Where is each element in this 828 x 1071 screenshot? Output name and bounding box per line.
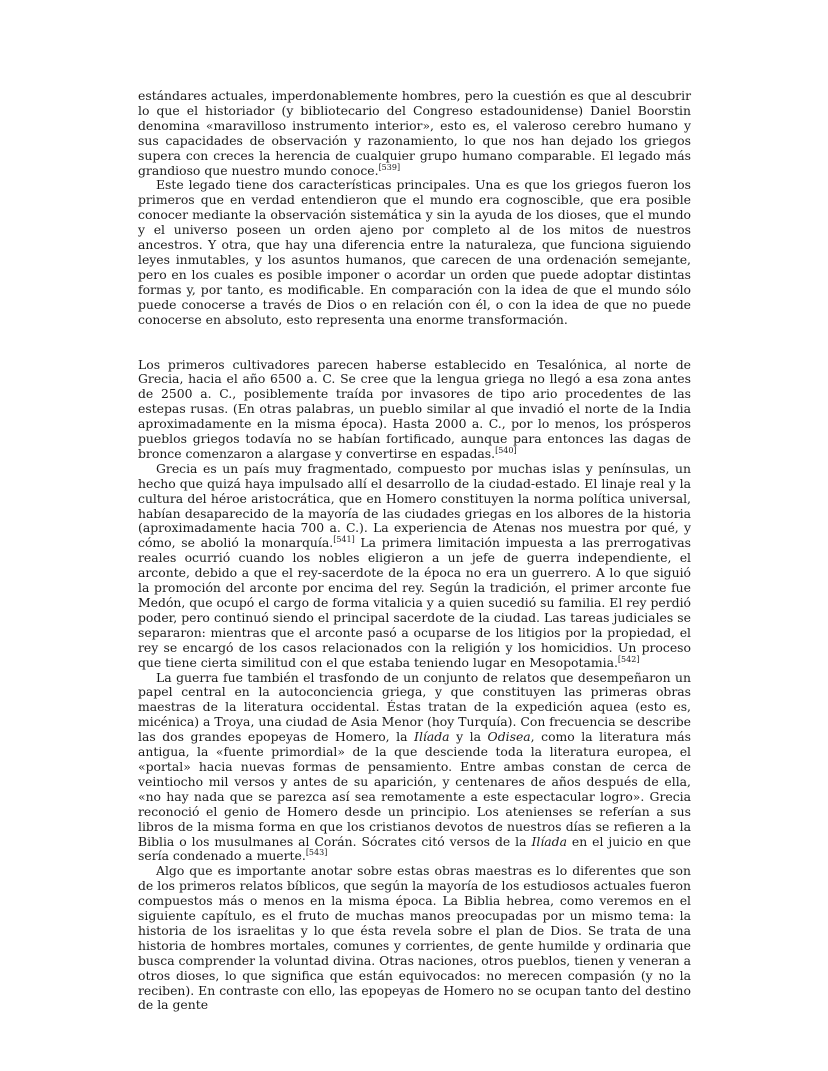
paragraph-5 bbox=[138, 671, 691, 865]
title-odisea: Odisea bbox=[487, 729, 531, 745]
paragraph-text: estándares actuales, imperdonablemente hombres, pero la cuestión es que al descubrir lo que el historiador (y bibliotecario del Congreso estadounidense) Daniel Boorstin denomina «maravilloso instrumento interior», esto es, el valeroso cerebro humano y sus capacidades de observación y razonamiento, lo que nos han dejado los griegos supera con creces la herencia de cualquier grupo humano comparable. El legado más grandioso que nuestro mundo conoce. bbox=[138, 88, 691, 178]
footnote-ref-542[interactable]: [542] bbox=[617, 654, 640, 664]
footnote-ref-543[interactable]: [543] bbox=[305, 848, 328, 858]
page-body bbox=[138, 89, 691, 1013]
footnote-ref-541[interactable]: [541] bbox=[333, 535, 355, 545]
paragraph-2 bbox=[138, 178, 691, 327]
paragraph-4 bbox=[138, 462, 691, 671]
paragraph-3 bbox=[138, 358, 691, 462]
title-iliada: Ilíada bbox=[414, 729, 450, 745]
paragraph-text: La primera limitación impuesta a las prerrogativas reales ocurrió cuando los nobles eligieron a un jefe de guerra independiente, el arconte, debido a que el rey-sacerdote de la época no era un guerrero. A lo que siguió la promoción del arconte por encima del rey. Según la tradición, el primer arconte fue Medón, que ocupó el cargo de forma vitalicia y a quien sucedió su familia. El rey perdió poder, pero continuó siendo el principal sacerdote de la ciudad. Las tareas judiciales se separaron: mientras que el arconte pasó a ocuparse de los litigios por la propiedad, el rey se encargó de los casos relacionados con la religión y los homicidios. Un proceso que tiene cierta similitud con el que estaba teniendo lugar en Mesopotamia. bbox=[138, 535, 691, 670]
paragraph-text: y la bbox=[449, 729, 488, 745]
footnote-ref-539[interactable]: [539] bbox=[378, 162, 401, 172]
paragraph-text: Grecia es un país muy fragmentado, compuesto por muchas islas y penínsulas, un hecho que quizá haya impulsado allí el desarrollo de la ciudad-estado. El linaje real y la cultura del héroe aristocrática, que en Homero constituyen la norma política universal, habían desaparecido de la mayoría de las ciudades griegas en los albores de la historia (aproximadamente hacia 700 a. C.). La experiencia de Atenas nos muestra por qué, y cómo, se abolió la monarquía. bbox=[138, 460, 691, 551]
footnote-ref-540[interactable]: [540] bbox=[495, 445, 517, 455]
paragraph-text: en el juicio en que sería condenado a muerte. bbox=[138, 833, 691, 864]
paragraph-text: Algo que es importante anotar sobre estas obras maestras es lo diferentes que son de los primeros relatos bíblicos, que según la mayoría de los estudiosos actuales fueron compuestos más o menos en la misma época. La Biblia hebrea, como veremos en el siguiente capítulo, es el fruto de muchas manos preocupadas por un mismo tema: la historia de los israelitas y lo que ésta revela sobre el plan de Dios. Se trata de una historia de hombres mortales, comunes y corrientes, de gente humilde y ordinaria que busca comprender la voluntad divina. Otras naciones, otros pueblos, tienen y veneran a otros dioses, lo que significa que están equivocados: no merecen compasión (y no la reciben). En contraste con ello, las epopeyas de Homero no se ocupan tanto del destino de la gente bbox=[138, 863, 691, 1013]
paragraph-6 bbox=[138, 864, 691, 1013]
section-break bbox=[138, 328, 691, 358]
paragraph-text: Los primeros cultivadores parecen haberse establecido en Tesalónica, al norte de Grecia, hacia el año 6500 a. C. Se cree que la lengua griega no llegó a esa zona antes de 2500 a. C., posiblemente traída por invasores de tipo ario procedentes de las estepas rusas. (En otras palabras, un pueblo similar al que invadió el norte de la India aproximadamente en la misma época). Hasta 2000 a. C., por lo menos, los prósperos pueblos griegos todavía no se habían fortificado, aunque para entonces las dagas de bronce comenzaron a alargase y convertirse en espadas. bbox=[138, 356, 691, 461]
title-iliada: Ilíada bbox=[531, 833, 567, 849]
paragraph-text: Este legado tiene dos características principales. Una es que los griegos fueron los primeros que en verdad entendieron que el mundo era cognoscible, que era posible conocer mediante la observación sistemática y sin la ayuda de los dioses, que el mundo y el universo poseen un orden ajeno por completo al de los mitos de nuestros ancestros. Y otra, que hay una diferencia entre la naturaleza, que funciona siguiendo leyes inmutables, y los asuntos humanos, que carecen de una ordenación semejante, pero en los cuales es posible imponer o acordar un orden que puede adoptar distintas formas y, por tanto, es modificable. En comparación con la idea de que el mundo sólo puede conocerse a través de Dios o en relación con él, o con la idea de que no puede conocerse en absoluto, esto representa una enorme transformación. bbox=[138, 177, 691, 327]
paragraph-text: La guerra fue también el trasfondo de un conjunto de relatos que desempeñaron un papel central en la autoconciencia griega, y que constituyen las primeras obras maestras de la literatura occidental. Éstas tratan de la expedición aquea (esto es, micénica) a Troya, una ciudad de Asia Menor (hoy Turquía). Con frecuencia se describe las dos grandes epopeyas de Homero, la bbox=[138, 669, 691, 745]
paragraph-1 bbox=[138, 89, 691, 178]
paragraph-text: , como la literatura más antigua, la «fuente primordial» de la que desciende toda la literatura europea, el «portal» hacia nuevas formas de pensamiento. Entre ambas constan de cerca de veintiocho mil versos y antes de su aparición, y centenares de años después de ella, «no hay nada que se parezca así sea remotamente a este espectacular logro». Grecia reconoció el genio de Homero desde un principio. Los atenienses se referían a sus libros de la misma forma en que los cristianos devotos de nuestros días se refieren a la Biblia o los musulmanes al Corán. Sócrates citó versos de la bbox=[138, 729, 692, 849]
